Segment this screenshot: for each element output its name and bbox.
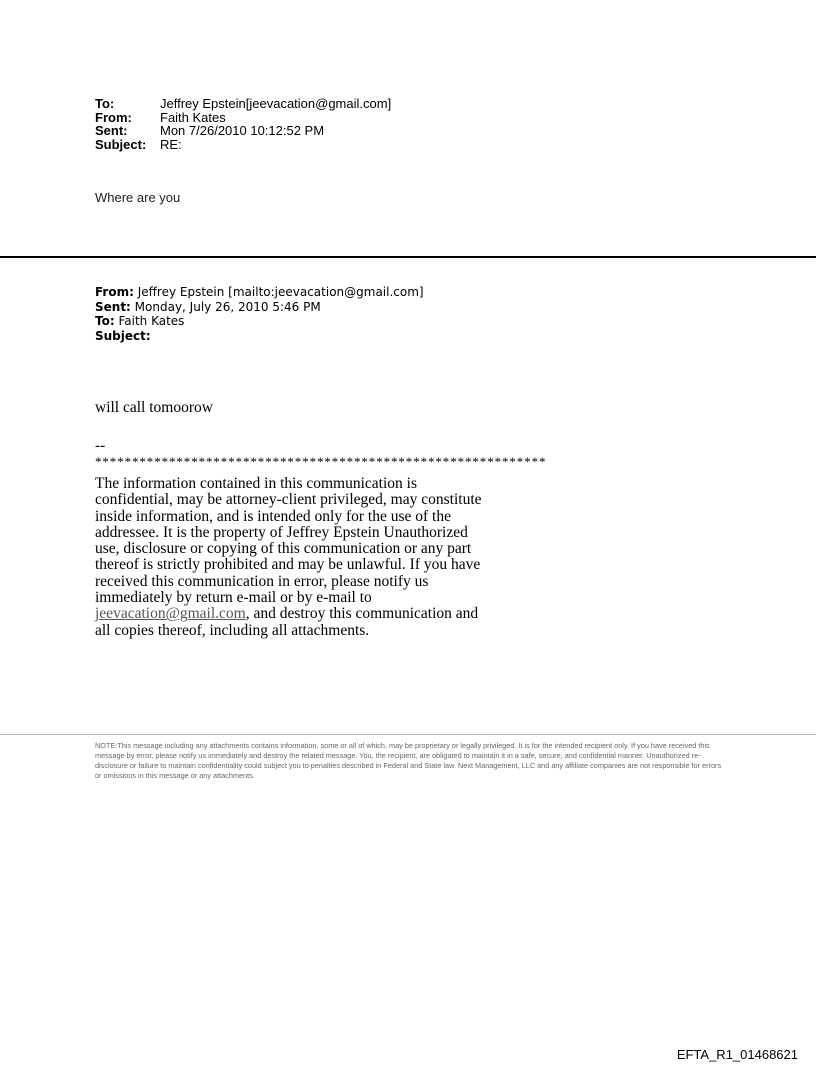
subject-row <box>95 138 391 152</box>
email-link[interactable]: jeevacation@gmail.com <box>95 605 246 623</box>
to-label: To: <box>95 96 115 111</box>
from-value: Faith Kates <box>160 109 226 125</box>
disclaimer-text: The information contained in this communication is confidential, may be attorney-client privileged, may constitute inside information, and is intended only for the use of the addressee. It is the property of Jeffrey Epstein Unauthorized use, disclosure or copying of this communication or any part thereof is strictly prohibited and may be unlawful. If you have received this communication in error, please notify us immediately by return e-mail or by e-mail to <box>95 475 482 607</box>
quoted-from-label: From: <box>95 285 134 299</box>
quoted-from-row <box>95 285 424 300</box>
note-divider <box>0 734 816 735</box>
quoted-body: will call tomoorow <box>95 399 213 416</box>
quoted-sent-value: Monday, July 26, 2010 5:46 PM <box>130 299 321 314</box>
reply-body: Where are you <box>95 190 181 205</box>
signature-block <box>95 438 546 639</box>
quoted-to-row <box>95 314 424 329</box>
quoted-subject-row <box>95 329 424 344</box>
quoted-to-label: To: <box>95 314 115 328</box>
quoted-header <box>95 285 424 343</box>
email-header <box>95 97 391 151</box>
divider <box>0 256 816 258</box>
to-value: Jeffrey Epstein[jeevacation@gmail.com] <box>160 96 392 111</box>
disclaimer-text-end: , and destroy this communication and all copies thereof, including all attachments. <box>95 605 479 639</box>
legal-note: NOTE:This message including any attachments contains information, some or all of which, may be proprietary or legally privileged. It is for the intended recipient only. If you have received this message by error, please notify us immediately and destroy the related message. You, the recipient, are obligated to maintain it in a safe, secure, and confidential manner. Unauthorized re-disclosure or failure to maintain confidentiality could subject you to penalties described in Federal and State law. Next Management, LLC and any affiliate companies are not responsible for errors or omissions in this message or any attachments. <box>95 741 722 780</box>
subject-value: RE: <box>160 136 182 152</box>
from-row <box>95 111 391 125</box>
quoted-sent-row <box>95 300 424 315</box>
sent-label: Sent: <box>95 123 128 138</box>
quoted-to-value: Faith Kates <box>114 314 185 328</box>
confidentiality-disclaimer <box>95 476 495 639</box>
subject-label: Subject: <box>95 136 147 152</box>
signature-dash: -- <box>95 437 106 454</box>
from-label: From: <box>95 109 132 125</box>
to-row <box>95 97 391 111</box>
sent-row <box>95 124 391 138</box>
quoted-subject-label: Subject: <box>95 328 151 343</box>
signature-stars: ************************************************************* <box>95 454 547 469</box>
document-id: EFTA_R1_01468621 <box>676 1047 798 1062</box>
quoted-sent-label: Sent: <box>95 299 131 314</box>
quoted-from-value: Jeffrey Epstein [mailto:jeevacation@gmail.com] <box>133 285 424 299</box>
sent-value: Mon 7/26/2010 10:12:52 PM <box>160 123 325 138</box>
